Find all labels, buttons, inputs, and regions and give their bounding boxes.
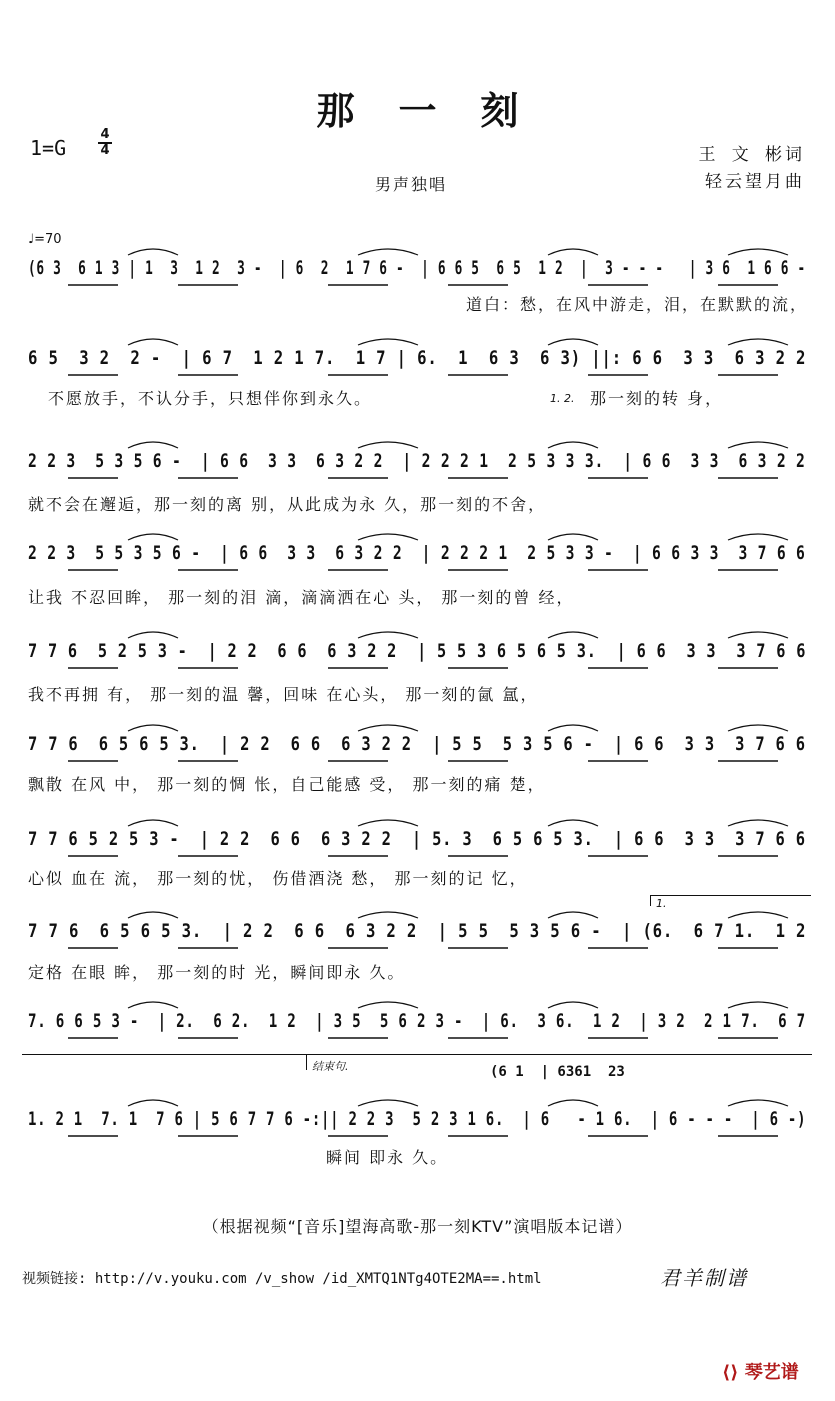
slur-arc [728,249,788,255]
slur-arc [128,1002,178,1008]
composer-credit: 轻云望月曲 [705,172,805,192]
slur-arc [548,820,598,826]
lyric-line-8: 瞬间 即永 久。 [326,1148,449,1167]
logo-icon: ⟨⟩ [722,1362,745,1383]
transcription-note: （根据视频“[音乐]望海高歌-那一刻KTV”演唱版本记谱） [202,1217,633,1236]
time-signature-top: 4 [100,127,110,142]
slur-arc [548,442,598,448]
slur-arc [548,1100,598,1106]
beam-and-slur-marks [28,1108,808,1148]
beam-and-slur-marks [28,257,808,297]
performance-type: 男声独唱 [375,175,448,194]
logo-text: 琴艺谱 [744,1362,799,1383]
slur-arc [728,632,788,638]
slur-arc [358,1100,418,1106]
score-row-notes: 1. 2 1 7. 1 7 6 | 5 6 7 7 6 -:|| 2 2 3 5 2 3 1 6. | 6 - 1 6. | 6 - - - | 6 -) [28,1108,807,1130]
score-row-9 [28,1010,808,1044]
transcriber-signature: 君羊制谱 [660,1266,748,1290]
slur-arc [128,339,178,345]
score-row-10 [28,1108,808,1142]
slur-arc [358,339,418,345]
lyric-line-spoken-2: 不愿放手，不认分手，只想伴你到永久。 [48,389,373,408]
slur-arc [548,912,598,918]
lyric-line-4: 我不再拥 有， 那一刻的温 馨，回味 在心头， 那一刻的氤 氲， [28,685,539,704]
slur-arc [728,534,788,540]
lyric-line-2: 就不会在邂逅，那一刻的离 别，从此成为永 久，那一刻的不舍， [28,495,547,514]
score-row-notes: 7. 6 6 5 3 - | 2. 6 2. 1 2 | 3 5 5 6 2 3 - | 6. 3 6. 1 2 | 3 2 2 1 7. 6 7 [28,1010,806,1032]
slur-arc [728,339,788,345]
slur-arc [548,1002,598,1008]
score-row-notes: 7 7 6 5 2 5 3 - | 2 2 6 6 6 3 2 2 | 5 5 3 6 5 6 5 3. | 6 6 3 3 3 7 6 6 [28,640,807,662]
slur-arc [728,820,788,826]
beam-and-slur-marks [28,640,808,680]
slur-arc [128,820,178,826]
time-signature-bottom: 4 [100,143,110,158]
score-row-notes: (6 3 6 1 3 | 1 3 1 2 3 - | 6 2 1 7 6 - | 6 6 5 6 5 1 2 | 3 - - - | 3 6 1 6 6 - [28,257,806,279]
score-row-notes: 2 2 3 5 3 5 6 - | 6 6 3 3 6 3 2 2 | 2 2 2 1 2 5 3 3 3. | 6 6 3 3 6 3 2 2 [28,450,806,472]
beam-and-slur-marks [28,1010,808,1050]
beam-and-slur-marks [28,542,808,582]
lyricist-credit: 王 文 彬词 [698,145,805,165]
slur-arc [548,632,598,638]
watermark-logo [722,1358,799,1384]
page-title: 那一刻 [316,88,563,133]
score-row-notes: 6 5 3 2 2 - | 6 7 1 2 1 7. 1 7 | 6. 1 6 3 6 3) ||: 6 6 3 3 6 3 2 2 [28,347,807,369]
slur-arc [128,912,178,918]
slur-arc [358,1002,418,1008]
score-row-notes: 7 7 6 5 2 5 3 - | 2 2 6 6 6 3 2 2 | 5. 3 6 5 6 5 3. | 6 6 3 3 3 7 6 6 [28,828,806,850]
slur-arc [358,820,418,826]
beam-and-slur-marks [28,733,808,773]
volta-label: 1. [656,897,667,910]
slur-arc [548,339,598,345]
slur-arc [728,912,788,918]
score-row-notes: 7 7 6 6 5 6 5 3. | 2 2 6 6 6 3 2 2 | 5 5 5 3 5 6 - | (6. 6 7 1. 1 2 [28,920,807,942]
beam-and-slur-marks [28,450,808,490]
lyric-line-spoken-1: 道白：愁，在风中游走，泪，在默默的流， [465,295,808,314]
score-row-notes: 2 2 3 5 5 3 5 6 - | 6 6 3 3 6 3 2 2 | 2 2 2 1 2 5 3 3 - | 6 6 3 3 3 7 6 6 [28,542,806,564]
slur-arc [358,725,418,731]
score-row-notes: 7 7 6 6 5 6 5 3. | 2 2 6 6 6 3 2 2 | 5 5 5 3 5 6 - | 6 6 3 3 3 7 6 6 [28,733,806,755]
slur-arc [128,249,178,255]
slur-arc [548,249,598,255]
slur-arc [358,534,418,540]
slur-arc [128,442,178,448]
slur-arc [548,725,598,731]
slur-arc [728,725,788,731]
score-row-8 [28,920,808,954]
score-row-1 [28,257,808,291]
tempo-marking: ♩=70 [28,232,62,247]
time-signature [98,128,112,158]
slur-arc [358,912,418,918]
beam-and-slur-marks [28,347,808,387]
lyric-line-5: 飘散 在风 中， 那一刻的惆 怅，自己能感 受， 那一刻的痛 楚， [28,775,546,794]
slur-arc [728,442,788,448]
score-row-3 [28,450,808,484]
score-row-4 [28,542,808,576]
slur-arc [728,1100,788,1106]
score-row-5 [28,640,808,674]
lyric-line-3: 让我 不忍回眸， 那一刻的泪 滴，滴滴洒在心 头， 那一刻的曾 经， [28,588,575,607]
lyric-line-1: 那一刻的转 身， [590,389,724,408]
beam-and-slur-marks [28,828,808,868]
grace-note-row: (6 1 | 6361 23 [490,1064,625,1080]
volta-bracket [650,895,811,906]
video-link[interactable]: 视频链接: http://v.youku.com /v_show /id_XMTQ1NTg4OTE2MA==.html [22,1271,542,1287]
slur-arc [358,249,418,255]
key-signature: 1=G [30,136,67,160]
beam-and-slur-marks [28,920,808,960]
slur-arc [548,534,598,540]
slur-arc [128,725,178,731]
slur-arc [128,1100,178,1106]
ending-divider [22,1054,812,1055]
slur-arc [128,534,178,540]
slur-arc [358,632,418,638]
repeat-pass-label: 1. 2. [550,392,575,405]
score-row-2 [28,347,808,381]
lyric-line-7: 定格 在眼 眸， 那一刻的时 光，瞬间即永 久。 [28,963,406,982]
lyric-line-6: 心似 血在 流， 那一刻的忧， 伤借酒浇 愁， 那一刻的记 忆， [28,869,528,888]
score-row-6 [28,733,808,767]
ending-label: 结束句. [312,1060,349,1073]
slur-arc [358,442,418,448]
score-row-7 [28,828,808,862]
slur-arc [728,1002,788,1008]
slur-arc [128,632,178,638]
